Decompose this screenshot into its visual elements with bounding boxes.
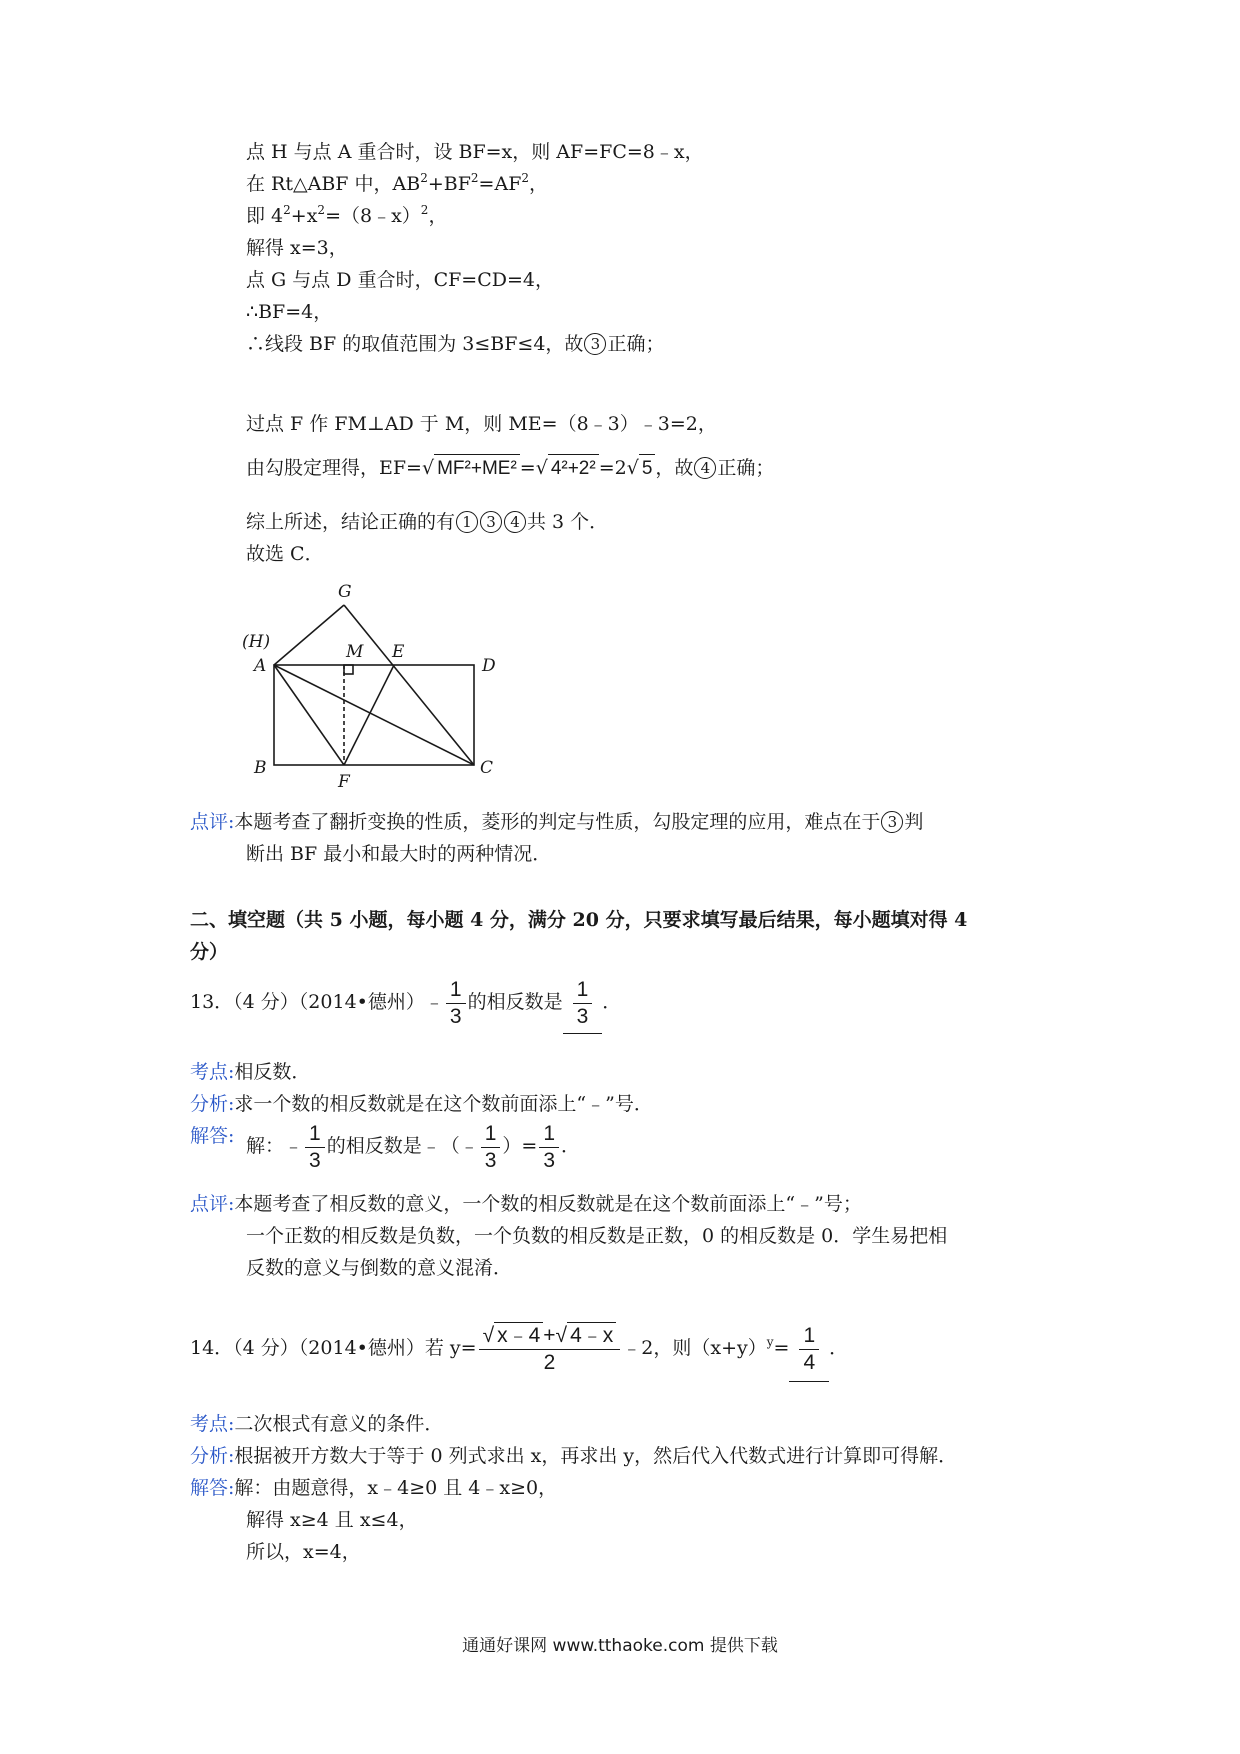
- page-footer: 通通好课网 www.tthaoke.com 提供下载: [462, 1636, 778, 1656]
- q14-jieda-1: 解答:解：由题意得，x﹣4≥0 且 4﹣x≥0，: [190, 1477, 558, 1499]
- circled-number-3: 3: [480, 511, 502, 533]
- segment-ag: [274, 605, 344, 665]
- label-g: G: [338, 582, 352, 602]
- comment-line-2: 断出 BF 最小和最大时的两种情况．: [246, 843, 552, 865]
- label-f: F: [338, 772, 350, 792]
- solution-line-1: 点 H 与点 A 重合时，设 BF=x，则 AF=FC=8﹣x，: [246, 141, 704, 163]
- section-heading-line-1: 二、填空题（共 5 小题，每小题 4 分，满分 20 分，只要求填写最后结果，每小题填对得 4: [190, 909, 968, 931]
- q13-fenxi: 分析:求一个数的相反数就是在这个数前面添上“﹣”号．: [190, 1093, 653, 1115]
- label-e: E: [392, 642, 405, 662]
- comment-tag: 点评:: [190, 811, 235, 833]
- fraction-one-third: $\frac{1}{3}$: [446, 977, 466, 1030]
- circled-number-3: 3: [584, 333, 606, 355]
- question-13: 13．（4 分）（2014•德州）﹣ $\frac{1}{3}$ 的相反数是 $\frac{1}{3}$ ．: [190, 972, 621, 1034]
- label-c: C: [480, 758, 494, 778]
- question-14: 14．（4 分）（2014•德州）若 y= $\frac{√ x﹣4 +√ 4﹣x}{2}$ ﹣2，则$(x+y)^y=$ $\frac{1}{4}$ ．: [190, 1316, 848, 1382]
- radicand-mf-me: MF²+ME²: [434, 454, 520, 483]
- radicand-4-2: 4²+2²: [548, 454, 599, 483]
- q13-dianping-2: 一个正数的相反数是负数，一个负数的相反数是正数，0 的相反数是 0．学生易把相: [246, 1225, 948, 1247]
- diagonal-ac: [274, 665, 474, 765]
- solution-line-2: 在 Rt△ABF 中，$AB^2+BF^2=AF^2$，: [246, 171, 549, 195]
- section-heading-line-2: 分）: [190, 941, 229, 963]
- q13-kaodian: 考点:相反数．: [190, 1061, 311, 1083]
- segment-fe: [344, 665, 394, 765]
- solution-line-5: 点 G 与点 D 重合时，CF=CD=4，: [246, 269, 554, 291]
- q14-jieda-3: 所以，x=4，: [246, 1541, 361, 1563]
- q14-fenxi: 分析:根据被开方数大于等于 0 列式求出 x，再求出 y，然后代入代数式进行计算即可得解．: [190, 1445, 958, 1467]
- q13-jieda: 解：﹣ $\frac{1}{3}$ 的相反数是﹣（﹣ $\frac{1}{3}$ ）= $\frac{1}{3}$ ．: [246, 1121, 581, 1172]
- answer-blank: $\frac{1}{4}$: [789, 1317, 829, 1382]
- label-m: M: [346, 642, 364, 662]
- solution-line-9: 由勾股定理得，EF=√ MF²+ME² =√ 4²+2² =2√ 5 ，故 4 正确；: [246, 454, 774, 483]
- q14-jieda-2: 解得 x≥4 且 x≤4，: [246, 1509, 418, 1531]
- solution-line-3: 即 $4^2+x^2=(8﹣x)^2$，: [246, 203, 448, 227]
- label-h: (H): [242, 632, 271, 652]
- circled-number-4: 4: [694, 457, 716, 479]
- q13-dianping-3: 反数的意义与倒数的意义混淆．: [246, 1257, 513, 1279]
- segment-af: [274, 665, 344, 765]
- solution-line-6: ∴BF=4，: [246, 301, 333, 323]
- circled-number-1: 1: [456, 511, 478, 533]
- label-b: B: [254, 758, 267, 778]
- q13-jieda-tag: 解答:: [190, 1125, 235, 1147]
- right-angle-marker: [344, 665, 353, 674]
- fraction-sqrt-expr: $\frac{√ x﹣4 +√ 4﹣x}{2}$: [479, 1322, 621, 1376]
- sqrt-symbol: √: [535, 457, 548, 479]
- solution-line-4: 解得 x=3，: [246, 237, 348, 259]
- solution-line-8: 过点 F 作 FM⊥AD 于 M，则 ME=（8﹣3）﹣3=2，: [246, 413, 717, 435]
- answer-blank: $\frac{1}{3}$: [563, 973, 603, 1034]
- circled-number-3: 3: [881, 811, 903, 833]
- sqrt-symbol: √: [626, 457, 639, 479]
- radicand-5: 5: [639, 454, 656, 483]
- solution-line-11: 故选 C．: [246, 543, 324, 565]
- solution-line-7: ∴线段 BF 的取值范围为 3≤BF≤4，故 3 正确；: [246, 333, 665, 355]
- q14-kaodian: 考点:二次根式有意义的条件．: [190, 1413, 444, 1435]
- q13-dianping-1: 点评:本题考查了相反数的意义，一个数的相反数就是在这个数前面添上“﹣”号；: [190, 1193, 862, 1215]
- geometry-figure: [240, 575, 530, 795]
- circled-number-4: 4: [504, 511, 526, 533]
- sqrt-symbol: √: [421, 457, 435, 479]
- comment-line-1: 点评:本题考查了翻折变换的性质，菱形的判定与性质，勾股定理的应用，难点在于 3 判: [190, 811, 924, 833]
- solution-line-10: 综上所述，结论正确的有 1 3 4 共 3 个．: [246, 511, 609, 533]
- segment-gc: [344, 605, 474, 765]
- label-a: A: [254, 656, 267, 676]
- label-d: D: [482, 656, 496, 676]
